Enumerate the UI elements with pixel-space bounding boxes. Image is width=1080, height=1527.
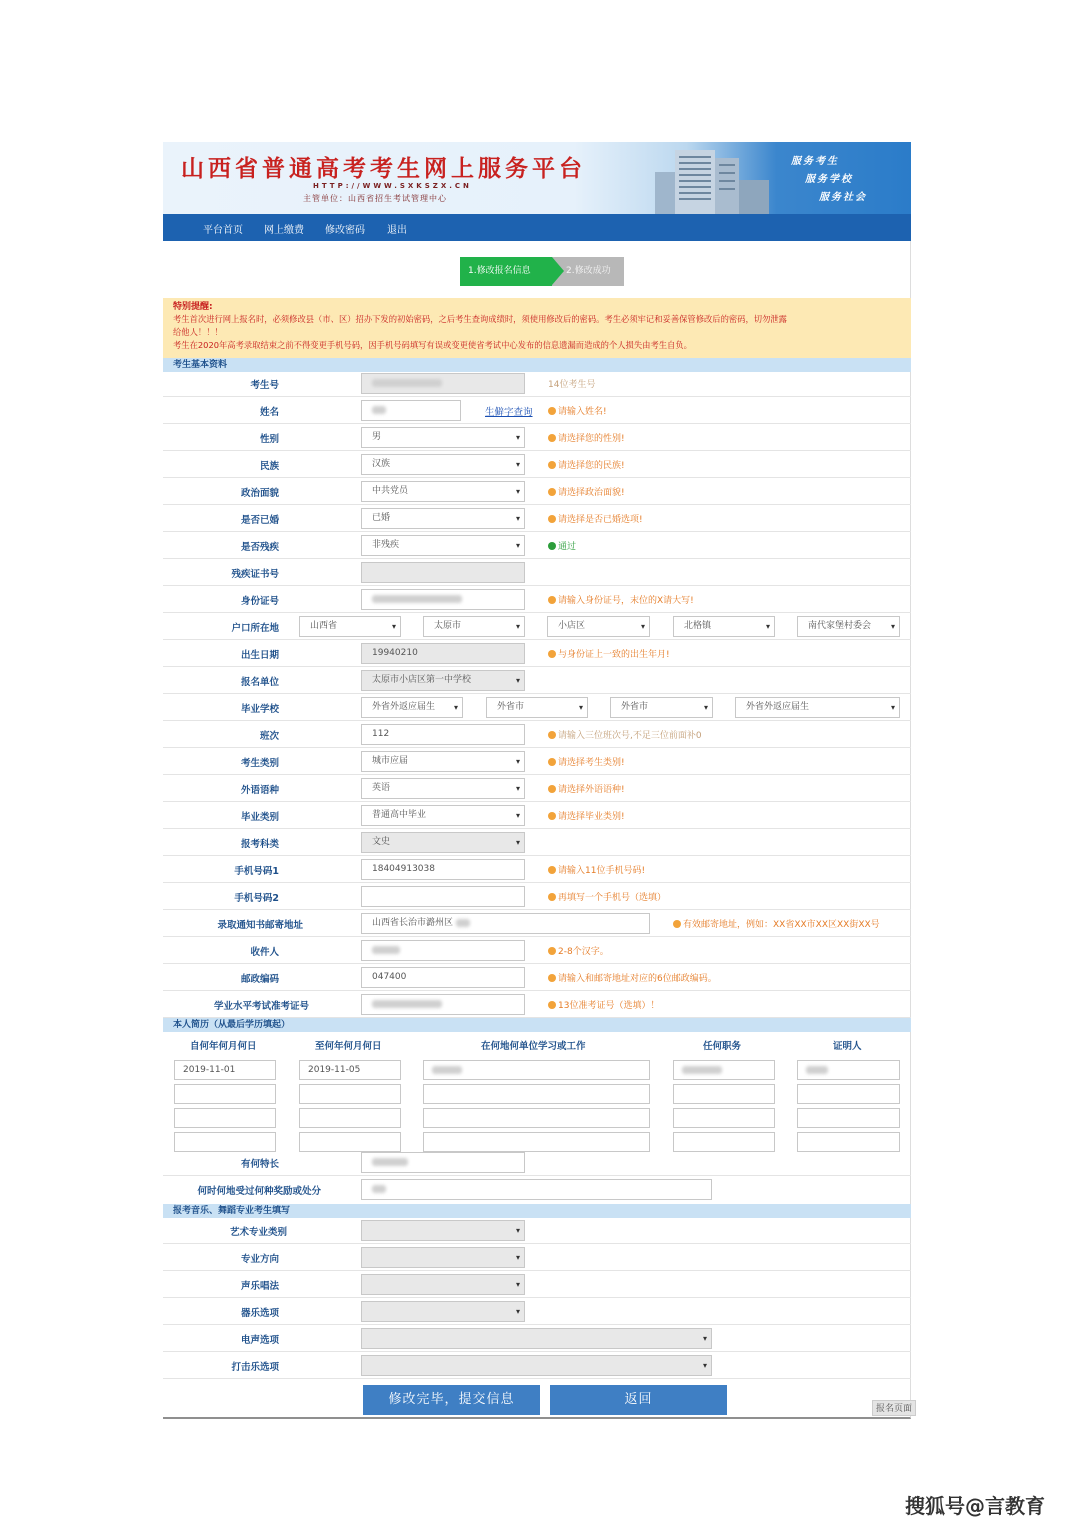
back-button[interactable]: 返回 — [550, 1385, 727, 1415]
resume-witness-1[interactable] — [797, 1060, 900, 1080]
hint-exam-no: 14位考生号 — [548, 380, 596, 390]
label-birth: 出生日期 — [240, 650, 279, 661]
instrument-select[interactable] — [361, 1301, 525, 1322]
row-receiver — [163, 937, 911, 964]
label-xueye: 学业水平考试准考证号 — [213, 1001, 309, 1012]
vocal-select[interactable] — [361, 1274, 525, 1295]
page-frame — [163, 142, 911, 1419]
label-instrument: 器乐选项 — [240, 1308, 279, 1319]
row-birth — [163, 640, 911, 667]
id-card-input[interactable] — [361, 589, 525, 610]
resume-place-3[interactable] — [423, 1108, 650, 1128]
submit-button[interactable]: 修改完毕，提交信息 — [363, 1385, 540, 1415]
nav-payment[interactable]: 网上缴费 — [264, 225, 304, 236]
exam-no-field — [361, 373, 525, 394]
hint-phone2: 再填写一个手机号（选填） — [548, 890, 666, 903]
row-class — [163, 721, 911, 748]
row-subject — [163, 829, 911, 856]
warn-icon — [548, 461, 556, 469]
label-disabled: 是否残疾 — [240, 542, 279, 553]
label-address: 录取通知书邮寄地址 — [217, 920, 303, 931]
step-1: 1.修改报名信息 — [460, 257, 552, 286]
rare-char-link[interactable]: 生僻字查询 — [485, 407, 533, 418]
page-tag: 报名页面 — [872, 1400, 916, 1416]
school-city-select[interactable]: 外省市 ▾ — [610, 697, 713, 718]
row-electro — [163, 1325, 911, 1352]
warn-icon — [548, 515, 556, 523]
grad-type-select[interactable]: 普通高中毕业 ▾ — [361, 805, 525, 826]
hint-gender: 请选择您的性别! — [548, 431, 625, 444]
step-2: 2.修改成功 — [552, 257, 624, 286]
hint-receiver: 2-8个汉字。 — [548, 944, 609, 957]
check-icon — [548, 542, 556, 550]
notice-title: 特别提醒: — [173, 302, 213, 312]
label-percussion: 打击乐选项 — [231, 1362, 279, 1373]
warn-icon — [548, 785, 556, 793]
resume-header-witness: 证明人 — [833, 1041, 862, 1052]
row-unit — [163, 667, 911, 694]
label-class: 班次 — [259, 731, 279, 742]
class-input[interactable]: 112 — [361, 724, 525, 745]
school-province-select[interactable]: 外省市 ▾ — [486, 697, 588, 718]
awards-input[interactable] — [361, 1179, 712, 1200]
label-category: 考生类别 — [240, 758, 279, 769]
art-type-select[interactable] — [361, 1220, 525, 1241]
hint-married: 请选择是否已婚选项! — [548, 512, 643, 525]
hint-xueye: 13位准考证号（选填）！ — [548, 998, 659, 1011]
resume-from-2[interactable] — [174, 1084, 276, 1104]
resume-header-place: 在何地何单位学习或工作 — [481, 1041, 586, 1052]
resume-header-from: 自何年何月何日 — [190, 1041, 257, 1052]
notice-line-1: 考生首次进行网上报名时，必须修改县（市、区）招办下发的初始密码，之后考生查询成绩时，须使用修改后的密码。考生必须牢记和妥善保管修改后的密码，切勿泄露 — [173, 314, 787, 324]
site-org: 主管单位：山西省招生考试管理中心 — [303, 194, 447, 203]
warn-icon — [548, 974, 556, 982]
subject-select[interactable]: 文史 ▾ — [361, 832, 525, 853]
row-category — [163, 748, 911, 775]
resume-position-1[interactable] — [673, 1060, 775, 1080]
resume-place-2[interactable] — [423, 1084, 650, 1104]
row-ethnicity — [163, 451, 911, 478]
warn-icon — [548, 1001, 556, 1009]
label-unit: 报名单位 — [240, 677, 279, 688]
row-disability-cert — [163, 559, 911, 586]
warn-icon — [548, 947, 556, 955]
row-art-type — [163, 1217, 911, 1244]
postcode-input[interactable]: 047400 — [361, 967, 525, 988]
site-url: HTTP://WWW.SXKSZX.CN — [313, 182, 472, 190]
hint-political: 请选择政治面貌! — [548, 485, 625, 498]
label-talent: 有何特长 — [240, 1159, 279, 1170]
resume-from-3[interactable] — [174, 1108, 276, 1128]
unit-select[interactable]: 太原市小店区第一中学校 ▾ — [361, 670, 525, 691]
slogan-2: 服务学校 — [805, 174, 853, 185]
notice-box — [163, 298, 911, 358]
label-married: 是否已婚 — [240, 515, 279, 526]
label-postcode: 邮政编码 — [240, 974, 279, 985]
political-select[interactable]: 中共党员 ▾ — [361, 481, 525, 502]
resume-from-1[interactable]: 2019-11-01 — [174, 1060, 276, 1080]
label-political: 政治面貌 — [240, 488, 279, 499]
hint-id-card: 请输入身份证号，末位的X请大写! — [548, 593, 694, 606]
watermark-text: 搜狐号@言教育 — [905, 1494, 1045, 1518]
warn-icon — [548, 866, 556, 874]
warn-icon — [548, 731, 556, 739]
warn-icon — [548, 434, 556, 442]
nav-logout[interactable]: 退出 — [387, 225, 407, 236]
hukou-district-select[interactable]: 小店区 ▾ — [547, 616, 650, 637]
phone2-input[interactable] — [361, 886, 525, 907]
warn-icon — [548, 758, 556, 766]
resume-position-3[interactable] — [673, 1108, 775, 1128]
resume-position-2[interactable] — [673, 1084, 775, 1104]
label-ethnicity: 民族 — [259, 461, 279, 472]
label-electro: 电声选项 — [240, 1335, 279, 1346]
step-arrow — [552, 257, 564, 285]
row-hukou — [163, 613, 911, 640]
site-title: 山西省普通高考考生网上服务平台 — [181, 155, 586, 182]
nav-home[interactable]: 平台首页 — [203, 225, 243, 236]
label-name: 姓名 — [259, 407, 279, 418]
header-banner — [163, 142, 911, 214]
language-select[interactable]: 英语 ▾ — [361, 778, 525, 799]
row-name — [163, 397, 911, 424]
row-exam-no — [163, 370, 911, 397]
row-language — [163, 775, 911, 802]
row-xueye — [163, 991, 911, 1018]
hukou-city-select[interactable]: 太原市 ▾ — [423, 616, 525, 637]
hint-birth: 与身份证上一致的出生年月! — [548, 647, 670, 660]
slogan-1: 服务考生 — [791, 156, 839, 167]
label-school: 毕业学校 — [240, 704, 279, 715]
address-input[interactable]: 山西省长治市潞州区 — [361, 913, 650, 934]
school-name-select[interactable]: 外省外返应届生 ▾ — [735, 697, 900, 718]
resume-header-to: 至何年何月何日 — [315, 1041, 382, 1052]
label-disability-cert: 残疾证书号 — [231, 569, 279, 580]
ethnicity-select[interactable]: 汉族 ▾ — [361, 454, 525, 475]
warn-icon — [548, 893, 556, 901]
row-direction — [163, 1244, 911, 1271]
resume-to-1[interactable]: 2019-11-05 — [299, 1060, 401, 1080]
section-basic: 考生基本资料 — [163, 358, 911, 372]
label-hukou: 户口所在地 — [231, 623, 279, 634]
row-phone2 — [163, 883, 911, 910]
label-gender: 性别 — [259, 434, 279, 445]
label-vocal: 声乐唱法 — [240, 1281, 279, 1292]
label-id-card: 身份证号 — [240, 596, 279, 607]
disabled-select[interactable]: 非残疾 ▾ — [361, 535, 525, 556]
hint-disabled: 通过 — [548, 539, 576, 552]
label-awards: 何时何地受过何种奖励或处分 — [197, 1186, 321, 1197]
hint-postcode: 请输入和邮寄地址对应的6位邮政编码。 — [548, 971, 717, 984]
notice-line-2: 给他人！！！ — [173, 327, 223, 337]
label-language: 外语语种 — [240, 785, 279, 796]
row-phone1 — [163, 856, 911, 883]
hukou-province-select[interactable]: 山西省 ▾ — [299, 616, 401, 637]
label-phone2: 手机号码2 — [234, 893, 279, 904]
resume-to-2[interactable] — [299, 1084, 401, 1104]
hint-class: 请输入三位班次号,不足三位前面补0 — [548, 728, 702, 741]
direction-select[interactable] — [361, 1247, 525, 1268]
hint-category: 请选择考生类别! — [548, 755, 625, 768]
section-art: 报考音乐、舞蹈专业考生填写 — [163, 1204, 911, 1218]
label-receiver: 收件人 — [250, 947, 279, 958]
row-postcode — [163, 964, 911, 991]
receiver-input[interactable] — [361, 940, 525, 961]
row-id-card — [163, 586, 911, 613]
label-exam-no: 考生号 — [250, 380, 279, 391]
xueye-input[interactable] — [361, 994, 525, 1015]
section-resume: 本人简历（从最后学历填起） — [163, 1018, 911, 1032]
row-grad-type — [163, 802, 911, 829]
resume-witness-3[interactable] — [797, 1108, 900, 1128]
label-phone1: 手机号码1 — [234, 866, 279, 877]
slogan-3: 服务社会 — [819, 192, 867, 203]
resume-header-position: 任何职务 — [703, 1041, 742, 1052]
electro-select[interactable] — [361, 1328, 712, 1349]
row-instrument — [163, 1298, 911, 1325]
row-married — [163, 505, 911, 532]
row-talent — [163, 1149, 911, 1176]
hint-phone1: 请输入11位手机号码! — [548, 863, 645, 876]
hint-ethnicity: 请选择您的民族! — [548, 458, 625, 471]
category-select[interactable]: 城市应届 ▾ — [361, 751, 525, 772]
talent-input[interactable] — [361, 1152, 525, 1173]
label-grad-type: 毕业类别 — [240, 812, 279, 823]
school-type-select[interactable]: 外省外返应届生 ▾ — [361, 697, 463, 718]
notice-line-3: 考生在2020年高考录取结束之前不得变更手机号码，因手机号码填写有误或变更使省考试中心发布的信息遗漏而造成的个人损失由考生自负。 — [173, 340, 692, 350]
hint-language: 请选择外语语种! — [548, 782, 625, 795]
warn-icon — [548, 407, 556, 415]
hukou-street-select[interactable]: 北格镇 ▾ — [673, 616, 775, 637]
label-subject: 报考科类 — [240, 839, 279, 850]
resume-to-3[interactable] — [299, 1108, 401, 1128]
disability-cert-input[interactable] — [361, 562, 525, 583]
warn-icon — [548, 812, 556, 820]
row-school — [163, 694, 911, 721]
row-percussion — [163, 1352, 911, 1379]
row-address — [163, 910, 911, 937]
nav-bar — [163, 214, 911, 241]
building-illustration — [645, 142, 775, 214]
warn-icon — [548, 596, 556, 604]
row-political — [163, 478, 911, 505]
birth-field: 19940210 — [361, 643, 525, 664]
warn-icon — [548, 488, 556, 496]
married-select[interactable]: 已婚 ▾ — [361, 508, 525, 529]
gender-select[interactable]: 男 ▾ — [361, 427, 525, 448]
phone1-input[interactable]: 18404913038 — [361, 859, 525, 880]
label-art-type: 艺术专业类别 — [229, 1227, 287, 1238]
row-awards — [163, 1176, 911, 1203]
percussion-select[interactable] — [361, 1355, 712, 1376]
label-direction: 专业方向 — [240, 1254, 279, 1265]
resume-witness-2[interactable] — [797, 1084, 900, 1104]
hint-grad-type: 请选择毕业类别! — [548, 809, 625, 822]
row-disabled — [163, 532, 911, 559]
warn-icon — [548, 650, 556, 658]
row-vocal — [163, 1271, 911, 1298]
hint-name: 请输入姓名! — [548, 404, 607, 417]
warn-icon — [673, 920, 681, 928]
resume-place-1[interactable] — [423, 1060, 650, 1080]
hukou-village-select[interactable]: 南代家堡村委会 ▾ — [797, 616, 900, 637]
row-gender — [163, 424, 911, 451]
nav-change-password[interactable]: 修改密码 — [325, 225, 365, 236]
name-input[interactable] — [361, 400, 461, 421]
hint-address: 有效邮寄地址，例如：XX省XX市XX区XX街XX号 — [673, 917, 880, 930]
